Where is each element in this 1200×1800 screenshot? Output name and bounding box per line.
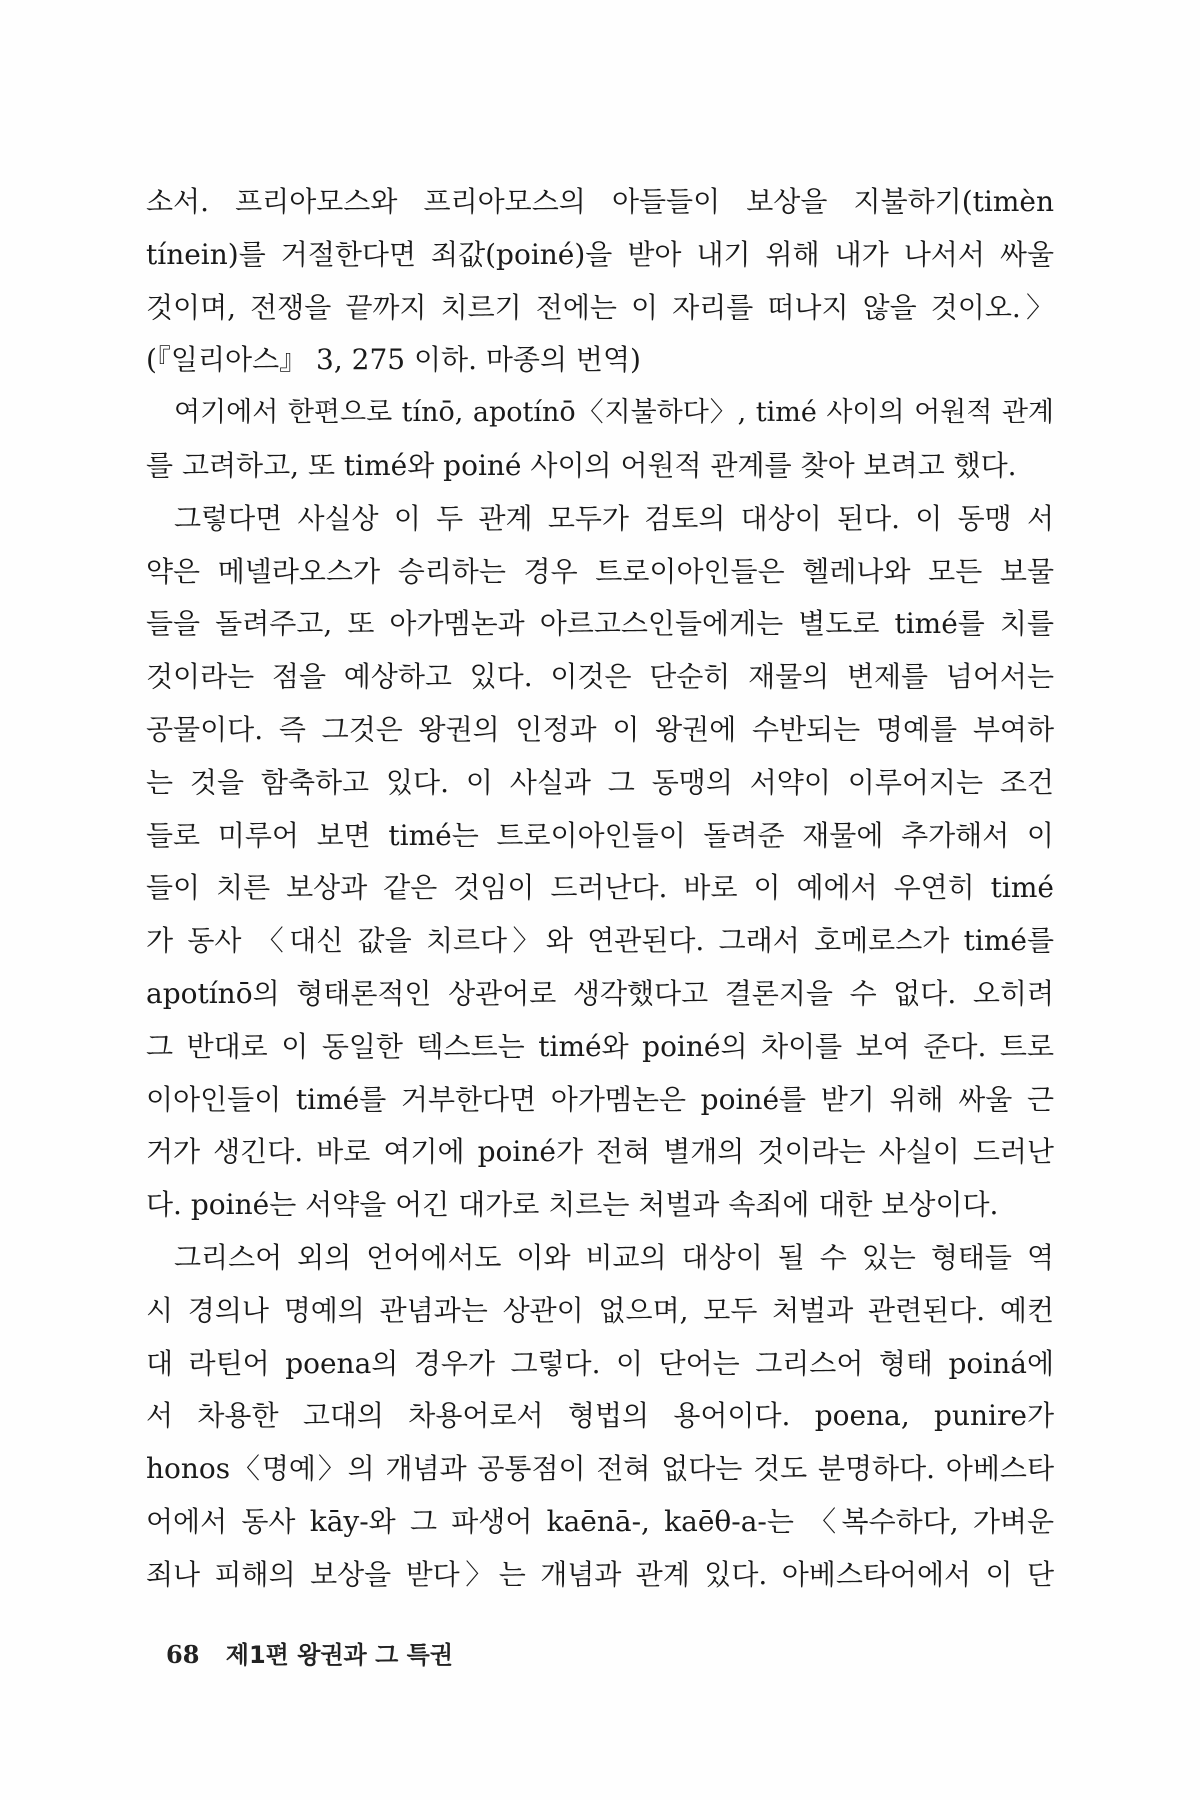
body-text — [146, 176, 1054, 1602]
text-line: 시 경의나 명예의 관념과는 상관이 없으며, 모두 처벌과 관련된다. 예컨 — [146, 1293, 1054, 1327]
text-line: 공물이다. 즉 그것은 왕권의 인정과 이 왕권에 수반되는 명예를 부여하 — [146, 712, 1054, 746]
text-line: 가 동사 〈대신 값을 치르다〉와 연관된다. 그래서 호메로스가 timé를 — [146, 924, 1054, 958]
page-number: 68 — [166, 1640, 200, 1669]
running-title: 제1편 왕권과 그 특권 — [225, 1641, 454, 1669]
text-line: (『일리아스』 3, 275 이하. 마종의 번역) — [146, 343, 641, 377]
text-line: honos〈명예〉의 개념과 공통점이 전혀 없다는 것도 분명하다. 아베스타 — [146, 1452, 1054, 1486]
text-line: 소서. 프리아모스와 프리아모스의 아들들이 보상을 지불하기(timèn — [146, 185, 1054, 218]
text-line: 그리스어 외의 언어에서도 이와 비교의 대상이 될 수 있는 형태들 역 — [174, 1240, 1054, 1274]
text-line: 대 라틴어 poena의 경우가 그렇다. 이 단어는 그리스어 형태 poiná에 — [146, 1346, 1054, 1380]
text-line: 거가 생긴다. 바로 여기에 poiné가 전혀 별개의 것이라는 사실이 드러난 — [146, 1135, 1054, 1169]
text-line: 들로 미루어 보면 timé는 트로이아인들이 돌려준 재물에 추가해서 이 — [146, 818, 1054, 852]
text-line: 다. poiné는 서약을 어긴 대가로 치르는 처벌과 속죄에 대한 보상이다. — [146, 1188, 999, 1222]
text-line: 들이 치른 보상과 같은 것임이 드러난다. 바로 이 예에서 우연히 timé — [146, 871, 1054, 905]
text-line: 이아인들이 timé를 거부한다면 아가멤논은 poiné를 받기 위해 싸울 근 — [146, 1082, 1054, 1116]
text-line: 서 차용한 고대의 차용어로서 형법의 용어이다. poena, punire가 — [146, 1399, 1054, 1433]
text-line: tínein)를 거절한다면 죄값(poiné)을 받아 내기 위해 내가 나서서 싸울 — [146, 237, 1054, 271]
text-line: 는 것을 함축하고 있다. 이 사실과 그 동맹의 서약이 이루어지는 조건 — [146, 765, 1054, 799]
text-line: 여기에서 한편으로 tínō, apotínō〈지불하다〉, timé 사이의 어원적 관계 — [174, 397, 1054, 429]
text-line: 약은 메넬라오스가 승리하는 경우 트로이아인들은 헬레나와 모든 보물 — [146, 554, 1054, 588]
text-line: 그렇다면 사실상 이 두 관계 모두가 검토의 대상이 된다. 이 동맹 서 — [174, 501, 1054, 535]
text-line: 죄나 피해의 보상을 받다〉는 개념과 관계 있다. 아베스타어에서 이 단 — [146, 1557, 1054, 1591]
text-line: 를 고려하고, 또 timé와 poiné 사이의 어원적 관계를 찾아 보려고 했다. — [146, 448, 1017, 482]
text-line: 그 반대로 이 동일한 텍스트는 timé와 poiné의 차이를 보여 준다. 트로 — [146, 1029, 1054, 1063]
page-footer — [166, 1640, 453, 1670]
text-line: apotínō의 형태론적인 상관어로 생각했다고 결론지을 수 없다. 오히려 — [146, 976, 1054, 1010]
text-line: 들을 돌려주고, 또 아가멤논과 아르고스인들에게는 별도로 timé를 치를 — [146, 607, 1054, 641]
text-line: 어에서 동사 kāy-와 그 파생어 kaēnā-, kaēθ-a-는 〈복수하다, 가벼운 — [146, 1504, 1054, 1538]
text-line: 것이라는 점을 예상하고 있다. 이것은 단순히 재물의 변제를 넘어서는 — [146, 660, 1054, 694]
text-line: 것이며, 전쟁을 끝까지 치르기 전에는 이 자리를 떠나지 않을 것이오.〉 — [146, 290, 1054, 324]
